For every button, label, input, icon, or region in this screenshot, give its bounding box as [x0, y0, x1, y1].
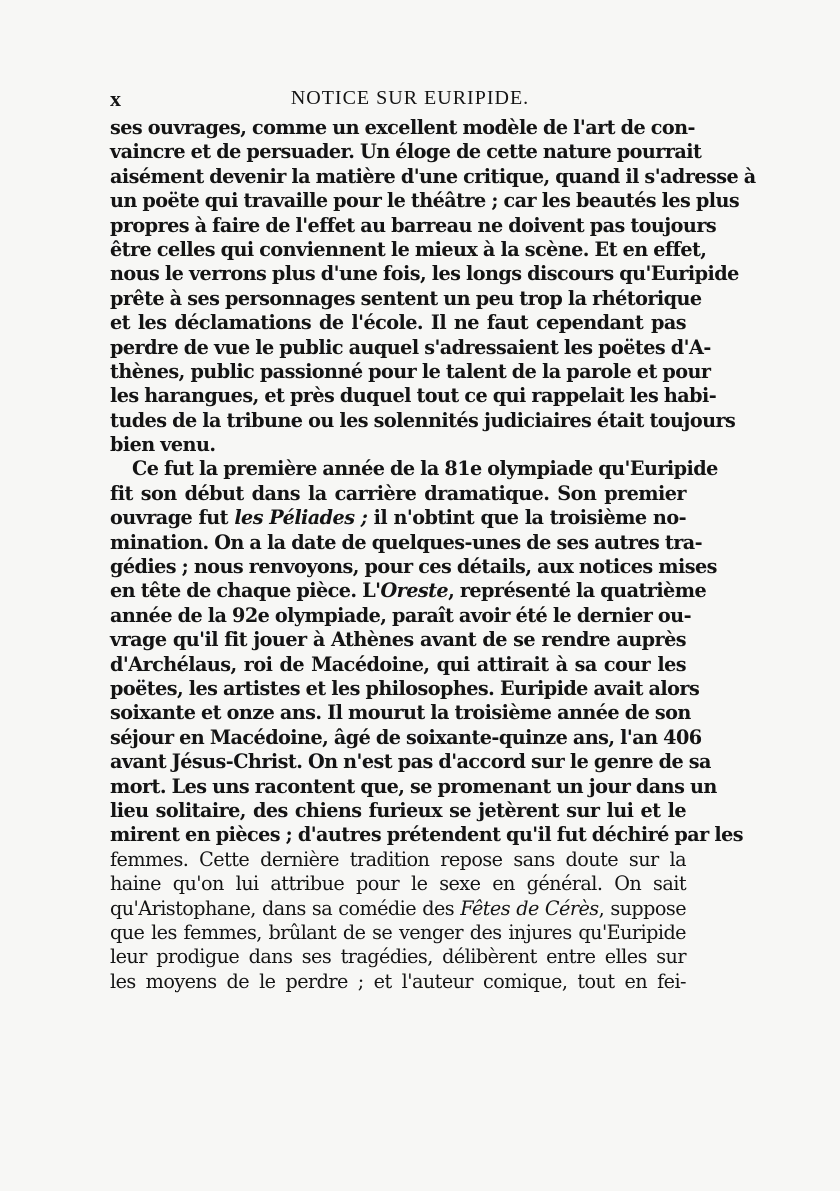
text-run: , représenté la quatrième — [448, 579, 707, 603]
text-line: année de la 92e olympiade, paraît avoir été le dernier ou- — [110, 603, 691, 627]
text-run: il n'obtint que la troisième no- — [367, 506, 686, 530]
text-line: soixante et onze ans. Il mourut la troisième année de son — [110, 701, 691, 725]
text-line: perdre de vue le public auquel s'adressaient les poëtes d'A- — [110, 335, 711, 359]
italic-title: Fêtes de Cérès — [460, 896, 599, 920]
text-line: que les femmes, brûlant de se venger des injures qu'Euripide — [110, 920, 686, 944]
text-line: Ce fut la première année de la 81e olympiade qu'Euripide — [132, 457, 718, 481]
text-line — [110, 506, 686, 530]
text-line: poëtes, les artistes et les philosophes. Euripide avait alors — [110, 676, 700, 700]
italic-title: les Péliades ; — [234, 506, 368, 530]
text-line: tudes de la tribune ou les solennités judiciaires était toujours — [110, 408, 736, 432]
text-line: gédies ; nous renvoyons, pour ces détails, aux notices mises — [110, 555, 717, 579]
text-line: vrage qu'il fit jouer à Athènes avant de se rendre auprès — [110, 628, 686, 652]
text-line: et les déclamations de l'école. Il ne faut cependant pas — [110, 311, 686, 335]
text-line: les moyens de le perdre ; et l'auteur comique, tout en fei- — [110, 969, 686, 993]
text-line: un poëte qui travaille pour le théâtre ; car les beautés les plus — [110, 189, 740, 213]
text-line: être celles qui conviennent le mieux à la scène. Et en effet, — [110, 237, 707, 261]
text-line: vaincre et de persuader. Un éloge de cette nature pourrait — [110, 140, 702, 164]
text-line: lieu solitaire, des chiens furieux se jetèrent sur lui et le — [110, 798, 686, 822]
text-line: ses ouvrages, comme un excellent modèle de l'art de con- — [110, 116, 695, 139]
text-line: femmes. Cette dernière tradition repose sans doute sur la — [110, 847, 686, 871]
page-header — [110, 86, 690, 112]
text-line: les harangues, et près duquel tout ce qui rappelait les habi- — [110, 384, 717, 408]
text-line: thènes, public passionné pour le talent de la parole et pour — [110, 359, 711, 383]
text-line: bien venu. — [110, 433, 216, 457]
running-title: NOTICE SUR EURIPIDE. — [290, 87, 530, 109]
text-line: nous le verrons plus d'une fois, les longs discours qu'Euripide — [110, 262, 739, 286]
text-run: ouvrage fut — [110, 506, 235, 530]
text-run: en tête de chaque pièce. L' — [110, 579, 381, 603]
text-line: avant Jésus-Christ. On n'est pas d'accord sur le genre de sa — [110, 750, 711, 774]
text-line — [110, 579, 707, 603]
text-line: fit son début dans la carrière dramatique. Son premier — [110, 481, 686, 505]
body-text — [110, 116, 756, 994]
text-line: aisément devenir la matière d'une critique, quand il s'adresse à — [110, 164, 756, 188]
text-line: propres à faire de l'effet au barreau ne doivent pas toujours — [110, 213, 717, 237]
text-run: , suppose — [598, 896, 686, 920]
text-line: d'Archélaus, roi de Macédoine, qui attirait à sa cour les — [110, 652, 686, 676]
text-line — [110, 897, 686, 921]
text-line: haine qu'on lui attribue pour le sexe en général. On sait — [110, 872, 686, 896]
italic-title: Oreste — [380, 579, 449, 603]
text-line: leur prodigue dans ses tragédies, délibèrent entre elles sur — [110, 945, 686, 969]
page-folio: x — [110, 86, 121, 111]
text-run: qu'Aristophane, dans sa comédie des — [110, 896, 461, 920]
text-line: mination. On a la date de quelques-unes de ses autres tra- — [110, 530, 703, 554]
text-line: prête à ses personnages sentent un peu trop la rhétorique — [110, 286, 702, 310]
text-line: séjour en Macédoine, âgé de soixante-quinze ans, l'an 406 — [110, 725, 702, 749]
text-line: mort. Les uns racontent que, se promenant un jour dans un — [110, 774, 717, 798]
text-line: mirent en pièces ; d'autres prétendent qu'il fut déchiré par les — [110, 823, 744, 847]
